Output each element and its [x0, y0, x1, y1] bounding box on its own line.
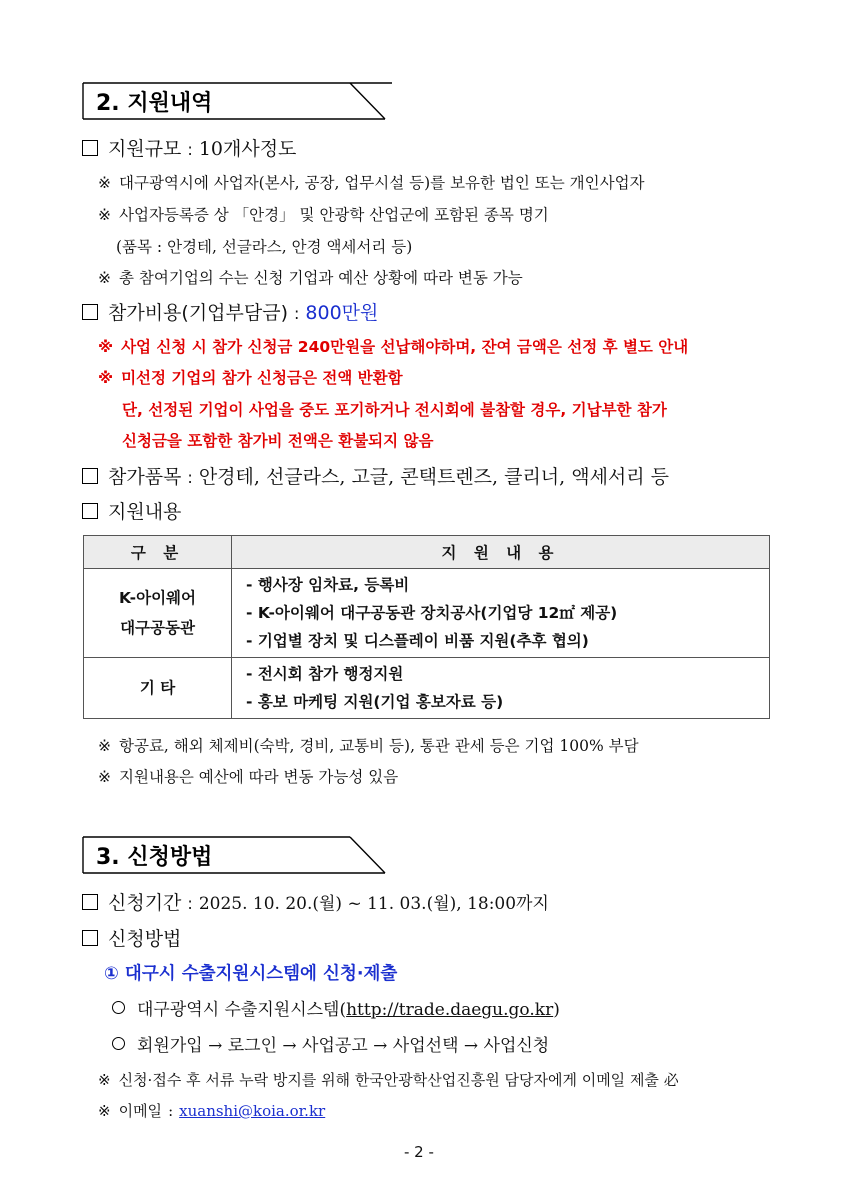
scale-note-4: ※ 총 참여기업의 수는 신청 기업과 예산 상황에 따라 변동 가능 [98, 269, 523, 287]
checkbox-square-icon [82, 894, 98, 910]
fee-label: 참가비용(기업부담금) [108, 302, 289, 324]
email-link[interactable]: xuanshi@koia.or.kr [179, 1102, 326, 1120]
items-label: 참가품목 [108, 466, 182, 488]
table-row [84, 569, 770, 658]
checkbox-square-icon [82, 468, 98, 484]
scale-bullet [82, 134, 296, 161]
table-header-category: 구 분 [84, 536, 232, 569]
fee-bullet [82, 298, 378, 325]
table-header-content: 지 원 내 용 [232, 536, 770, 569]
table-row [84, 658, 770, 719]
email-label: 이메일 [118, 1102, 163, 1120]
fee-note-4: 신청금을 포함한 참가비 전액은 환불되지 않음 [122, 432, 434, 450]
fee-sep: : [294, 304, 300, 323]
method-note-1: ※ 신청·접수 후 서류 누락 방지를 위해 한국안광학산업진흥원 담당자에게 이메일 제출 必 [98, 1071, 679, 1089]
fee-value: 800만원 [305, 302, 379, 324]
fee-note-1: ※ 사업 신청 시 참가 신청금 240만원을 선납해야하며, 잔여 금액은 선정 후 별도 안내 [98, 338, 689, 356]
trade-link[interactable]: http://trade.daegu.go.kr [346, 1000, 554, 1020]
section-2-heading [82, 82, 387, 120]
items-bullet [82, 462, 669, 489]
content-label: 지원내용 [108, 501, 182, 523]
circle-bullet-icon [112, 1001, 125, 1014]
period-bullet [82, 888, 549, 915]
section-2-title: 2. 지원내역 [96, 91, 213, 116]
checkbox-square-icon [82, 140, 98, 156]
scale-sep: : [187, 140, 193, 159]
circle-bullet-icon [112, 1037, 125, 1050]
method-label: 신청방법 [108, 928, 182, 950]
step-title: ① 대구시 수출지원시스템에 신청·제출 [104, 964, 398, 984]
content-bullet [82, 497, 181, 524]
table-header-row [84, 536, 770, 569]
period-value: 2025. 10. 20.(월) ~ 11. 03.(월), 18:00까지 [198, 894, 549, 914]
support-table [83, 535, 770, 719]
table-cell-items: - 행사장 임차료, 등록비 - K-아이웨어 대구공동관 장치공사(기업당 12㎡ 제공) - 기업별 장치 및 디스플레이 비품 지원(추후 협의) [232, 569, 770, 658]
items-sep: : [187, 468, 193, 487]
page-number: - 2 - [404, 1143, 434, 1161]
period-sep: : [187, 894, 193, 913]
period-label: 신청기간 [108, 892, 182, 914]
method-bullet [82, 924, 181, 951]
table-cell-category: 기 타 [84, 658, 232, 719]
scale-note-1: ※ 대구광역시에 사업자(본사, 공장, 업무시설 등)를 보유한 법인 또는 개인사업자 [98, 174, 645, 192]
table-cell-items: - 전시회 참가 행정지원 - 홍보 마케팅 지원(기업 홍보자료 등) [232, 658, 770, 719]
scale-note-3: (품목 : 안경테, 선글라스, 안경 액세서리 등) [116, 238, 413, 256]
after-note-2: ※ 지원내용은 예산에 따라 변동 가능성 있음 [98, 768, 399, 786]
email-note: ※ 이메일 : xuanshi@koia.or.kr [98, 1102, 326, 1120]
section-3-title: 3. 신청방법 [96, 845, 213, 870]
checkbox-square-icon [82, 304, 98, 320]
after-note-1: ※ 항공료, 해외 체제비(숙박, 경비, 교통비 등), 통관 관세 등은 기업 100% 부담 [98, 737, 639, 755]
table-cell-category: K-아이웨어 대구공동관 [84, 569, 232, 658]
fee-note-2: ※ 미선정 기업의 참가 신청금은 전액 반환함 [98, 369, 403, 387]
checkbox-square-icon [82, 930, 98, 946]
checkbox-square-icon [82, 503, 98, 519]
fee-note-3: 단, 선정된 기업이 사업을 중도 포기하거나 전시회에 불참할 경우, 기납부한 참가 [122, 401, 667, 419]
circle-item-2: 회원가입 → 로그인 → 사업공고 → 사업선택 → 사업신청 [112, 1031, 549, 1056]
section-3-heading [82, 836, 387, 874]
items-value: 안경테, 선글라스, 고글, 콘택트렌즈, 클리너, 액세서리 등 [198, 466, 670, 488]
circle-item-1: 대구광역시 수출지원시스템(http://trade.daegu.go.kr) [112, 995, 560, 1020]
scale-note-2: ※ 사업자등록증 상 「안경」 및 안광학 산업군에 포함된 종목 명기 [98, 206, 549, 224]
scale-label: 지원규모 [108, 138, 182, 160]
scale-value: 10개사정도 [198, 138, 297, 160]
